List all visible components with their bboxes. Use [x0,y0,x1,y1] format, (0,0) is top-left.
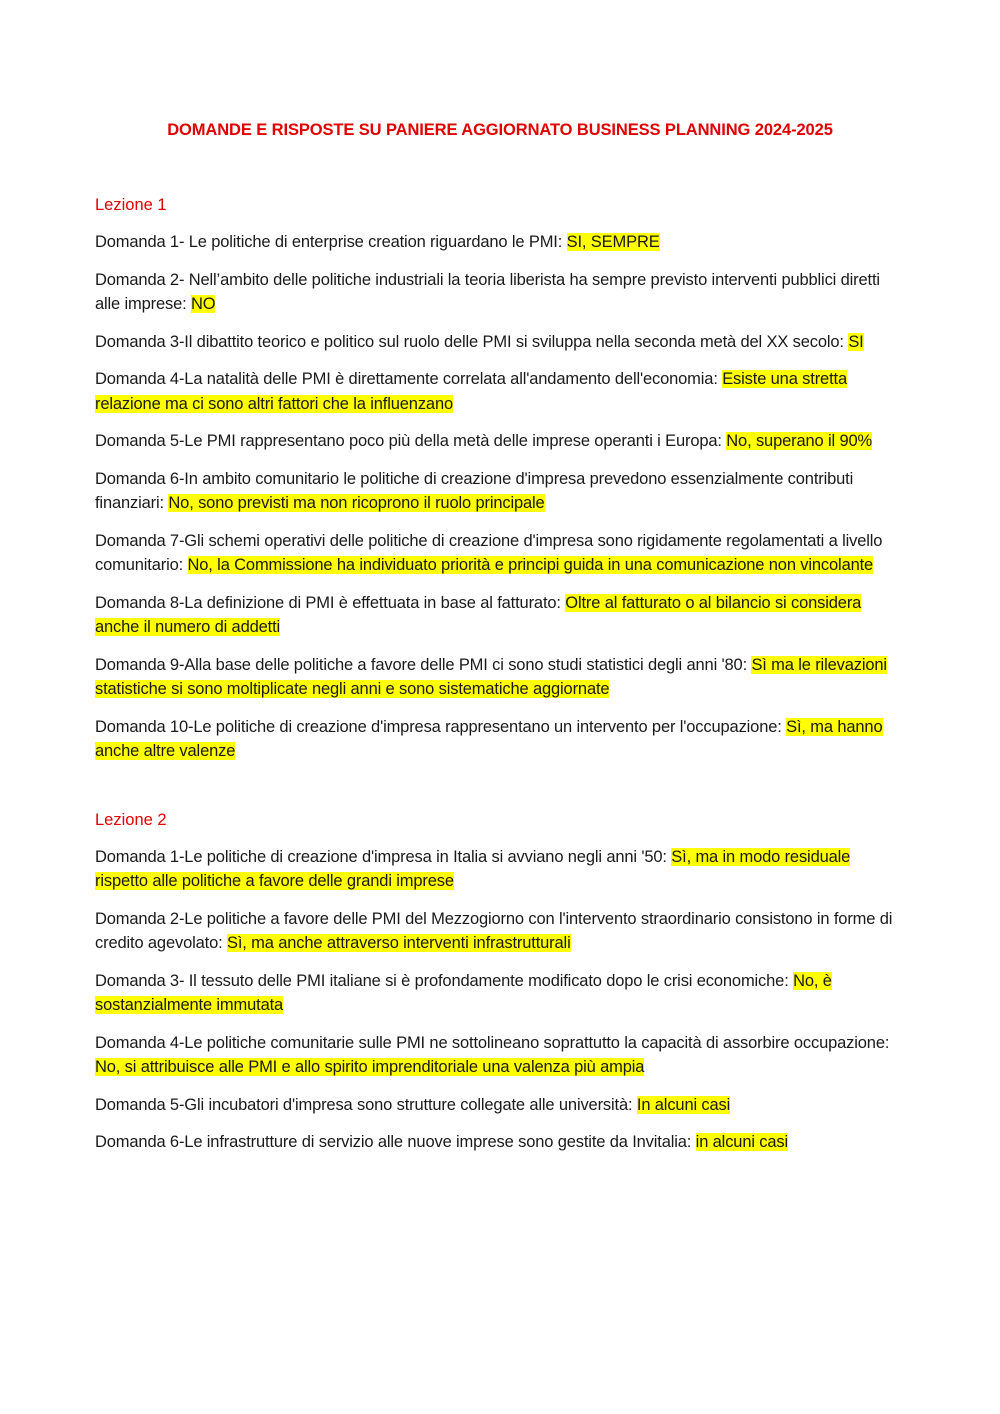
qa-item [95,330,905,355]
lesson-1-section [95,193,905,764]
question-text: Domanda 2- Nell’ambito delle politiche industriali la teoria liberista ha sempre previsto interventi pubblici diretti alle imprese: [95,270,880,313]
answer-highlight: Sì, ma anche attraverso interventi infrastrutturali [227,934,571,952]
question-text: Domanda 10-Le politiche di creazione d'impresa rappresentano un intervento per l'occupazione: [95,717,787,736]
qa-item [95,653,905,702]
qa-item [95,969,905,1018]
lesson-2-section [95,808,905,1155]
question-text: Domanda 1- Le politiche di enterprise creation riguardano le PMI: [95,233,567,251]
document-title: DOMANDE E RISPOSTE SU PANIERE AGGIORNATO BUSINESS PLANNING 2024-2025 [167,121,833,139]
qa-item [95,1130,905,1155]
answer-highlight: Sì, ma in modo residuale rispetto alle politiche a favore delle grandi imprese [95,847,851,890]
qa-item [95,715,905,764]
answer-highlight: Sì, ma hanno anche altre valenze [95,717,883,760]
answer-highlight: No, sono previsti ma non ricoprono il ruolo principale [168,494,545,512]
answer-highlight: No, è sostanzialmente immutata [95,971,832,1014]
question-text: Domanda 9-Alla base delle politiche a favore delle PMI ci sono studi statistici degli anni '80: [95,655,752,674]
qa-item [95,907,905,956]
answer-highlight: in alcuni casi [695,1133,789,1151]
qa-item [95,429,905,454]
qa-item [95,1093,905,1118]
qa-item [95,591,905,640]
question-text: Domanda 1-Le politiche di creazione d'impresa in Italia si avviano negli anni '50: [95,847,672,866]
question-text: Domanda 2-Le politiche a favore delle PMI del Mezzogiorno con l'intervento straordinario consistono in forme di credito agevolato: [95,909,893,952]
qa-item [95,1031,905,1080]
qa-item [95,529,905,578]
answer-highlight: Oltre al fatturato o al bilancio si considera anche il numero di addetti [95,593,862,636]
answer-highlight: SI, SEMPRE [566,233,660,251]
answer-highlight: No, superano il 90% [726,432,873,450]
lesson-title: Lezione 2 [95,810,167,829]
answer-highlight: No, la Commissione ha individuato priorità e principi guida in una comunicazione non vincolante [187,556,874,574]
question-text: Domanda 5-Le PMI rappresentano poco più della metà delle imprese operanti i Europa: [95,432,727,450]
question-text: Domanda 8-La definizione di PMI è effettuata in base al fatturato: [95,593,566,612]
qa-item [95,230,905,255]
question-text: Domanda 3- Il tessuto delle PMI italiane si è profondamente modificato dopo le crisi economiche: [95,971,794,990]
answer-highlight: In alcuni casi [636,1095,731,1114]
answer-highlight: No, si attribuisce alle PMI e allo spirito imprenditoriale una valenza più ampia [95,1058,645,1076]
question-text: Domanda 6-Le infrastrutture di servizio alle nuove imprese sono gestite da Invitalia: [95,1133,696,1151]
qa-item [95,845,905,894]
answer-highlight: SI [848,332,864,351]
question-text: Domanda 6-In ambito comunitario le politiche di creazione d'impresa prevedono essenzialmente contributi finanziari: [95,469,854,512]
answer-highlight: NO [191,295,216,313]
qa-item [95,268,905,317]
question-text: Domanda 4-La natalità delle PMI è direttamente correlata all'andamento dell'economia: [95,370,723,388]
qa-item [95,467,905,516]
answer-highlight: Esiste una stretta relazione ma ci sono altri fattori che la influenzano [95,370,847,413]
question-text: Domanda 5-Gli incubatori d'impresa sono strutture collegate alle università: [95,1095,637,1114]
question-text: Domanda 4-Le politiche comunitarie sulle PMI ne sottolineano soprattutto la capacità di assorbire occupazione: [95,1033,890,1052]
question-text: Domanda 7-Gli schemi operativi delle politiche di creazione d'impresa sono rigidamente regolamentati a livello comunitario: [95,531,883,574]
qa-item [95,367,905,416]
lesson-title: Lezione 1 [95,196,167,214]
question-text: Domanda 3-Il dibattito teorico e politico sul ruolo delle PMI si sviluppa nella seconda metà del XX secolo: [95,332,849,351]
answer-highlight: Sì ma le rilevazioni statistiche si sono moltiplicate negli anni e sono sistematiche aggiornate [95,655,887,698]
